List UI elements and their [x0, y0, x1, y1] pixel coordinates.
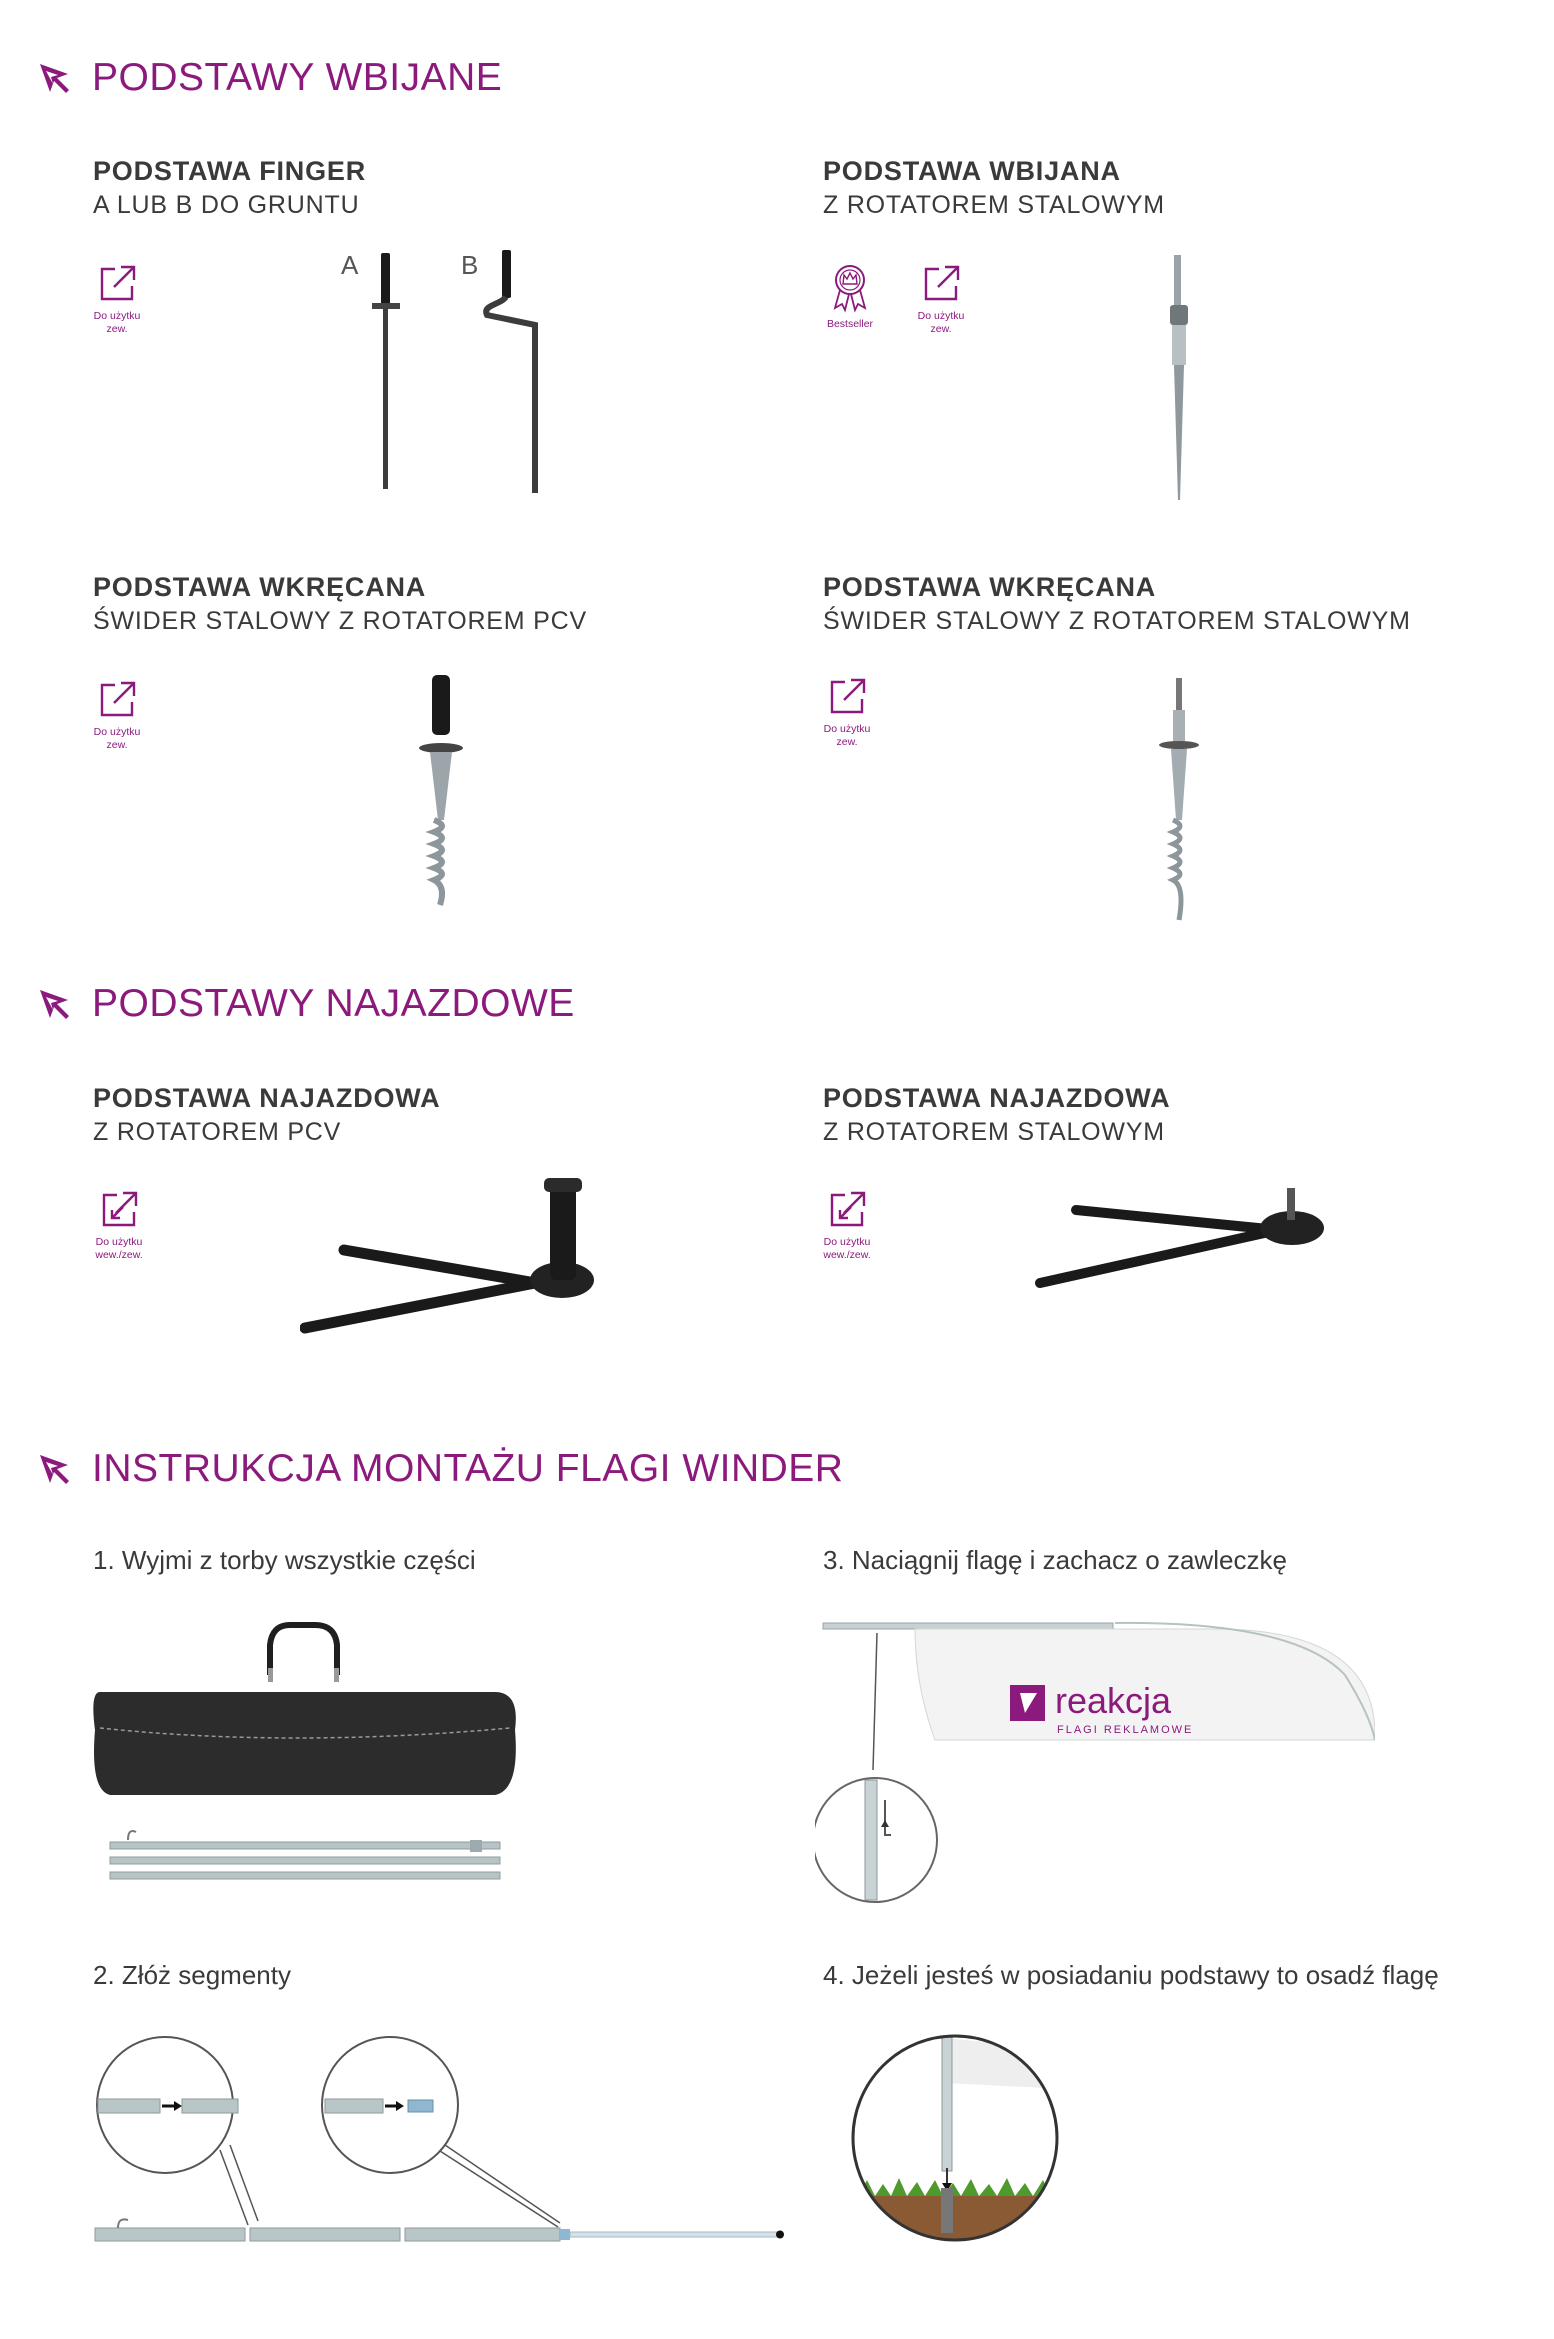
- product-subtitle-najazdowa-pcv: Z ROTATOREM PCV: [93, 1118, 342, 1146]
- bestseller-badge: [815, 262, 885, 331]
- badge-label: Do użytku zew.: [917, 310, 965, 335]
- finger-stake-image: [350, 245, 550, 505]
- external-link-icon: [825, 1188, 869, 1232]
- badge-label: Do użytku zew.: [93, 726, 141, 751]
- product-title-wkrecana-pcv: PODSTAWA WKRĘCANA: [93, 572, 427, 602]
- badge-label: Do użytku zew.: [93, 310, 141, 335]
- step-4-text: 4. Jeżeli jesteś w posiadaniu podstawy to osadź flagę: [823, 1960, 1439, 1990]
- external-link-icon: [97, 1188, 141, 1232]
- product-subtitle-wkrecana-pcv: ŚWIDER STALOWY Z ROTATOREM PCV: [93, 607, 587, 635]
- kite-arrow-icon: [36, 60, 72, 96]
- product-title-najazdowa-stal: PODSTAWA NAJAZDOWA: [823, 1083, 1171, 1113]
- badge-label: Do użytku wew./zew.: [95, 1236, 143, 1261]
- step-3-text: 3. Naciągnij flagę i zachacz o zawleczkę: [823, 1545, 1287, 1575]
- bag-and-poles-image: [90, 1620, 530, 1900]
- product-title-wkrecana-stal: PODSTAWA WKRĘCANA: [823, 572, 1157, 602]
- screw-pcv-rotator-image: [402, 670, 482, 915]
- flag-brand-text: reakcja: [1055, 1680, 1172, 1721]
- kite-arrow-icon: [36, 986, 72, 1022]
- drive-on-base-pcv-image: [300, 1170, 610, 1340]
- drive-on-base-steel-image: [1030, 1170, 1340, 1300]
- bestseller-award-icon: [828, 262, 872, 314]
- section-title: INSTRUKCJA MONTAŻU FLAGI WINDER: [92, 1447, 844, 1490]
- flag-tagline-text: FLAGI REKLAMOWE: [1057, 1724, 1194, 1736]
- reakcja-logo-icon: [1010, 1685, 1045, 1721]
- product-subtitle-wbijana: Z ROTATOREM STALOWYM: [823, 191, 1165, 219]
- section-header-najazdowe: [36, 982, 575, 1026]
- outdoor-badge: [82, 678, 152, 752]
- external-link-icon: [919, 262, 963, 306]
- section-title: PODSTAWY WBIJANE: [92, 56, 503, 99]
- indoor-outdoor-badge: [84, 1188, 154, 1262]
- external-link-icon: [95, 678, 139, 722]
- section-header-wbijane: [36, 56, 502, 100]
- set-flag-in-base-diagram: [845, 2028, 1065, 2248]
- kite-arrow-icon: [36, 1451, 72, 1487]
- indoor-outdoor-badge: [812, 1188, 882, 1262]
- outdoor-badge: [82, 262, 152, 336]
- outdoor-badge: [906, 262, 976, 336]
- step-2-text: 2. Złóż segmenty: [93, 1960, 291, 1990]
- section-header-instrukcja: [36, 1447, 843, 1491]
- product-subtitle-finger: A LUB B DO GRUNTU: [93, 191, 360, 219]
- external-link-icon: [95, 262, 139, 306]
- step-1-text: 1. Wyjmi z torby wszystkie części: [93, 1545, 476, 1575]
- badge-label: Bestseller: [826, 318, 874, 330]
- badge-label: Do użytku wew./zew.: [823, 1236, 871, 1261]
- flag-tension-diagram: [815, 1605, 1375, 1905]
- outdoor-badge: [812, 675, 882, 749]
- screw-steel-rotator-image: [1145, 670, 1215, 930]
- badge-label: Do użytku zew.: [823, 723, 871, 748]
- variant-label-b: B: [461, 250, 479, 280]
- product-title-najazdowa-pcv: PODSTAWA NAJAZDOWA: [93, 1083, 441, 1113]
- product-title-finger: PODSTAWA FINGER: [93, 156, 367, 186]
- variant-label-a: A: [341, 250, 359, 280]
- product-subtitle-wkrecana-stal: ŚWIDER STALOWY Z ROTATOREM STALOWYM: [823, 607, 1411, 635]
- section-title: PODSTAWY NAJAZDOWE: [92, 982, 575, 1025]
- stake-with-rotator-image: [1150, 245, 1210, 505]
- product-title-wbijana: PODSTAWA WBIJANA: [823, 156, 1121, 186]
- product-subtitle-najazdowa-stal: Z ROTATOREM STALOWYM: [823, 1118, 1165, 1146]
- external-link-icon: [825, 675, 869, 719]
- assemble-segments-diagram: [90, 2025, 810, 2255]
